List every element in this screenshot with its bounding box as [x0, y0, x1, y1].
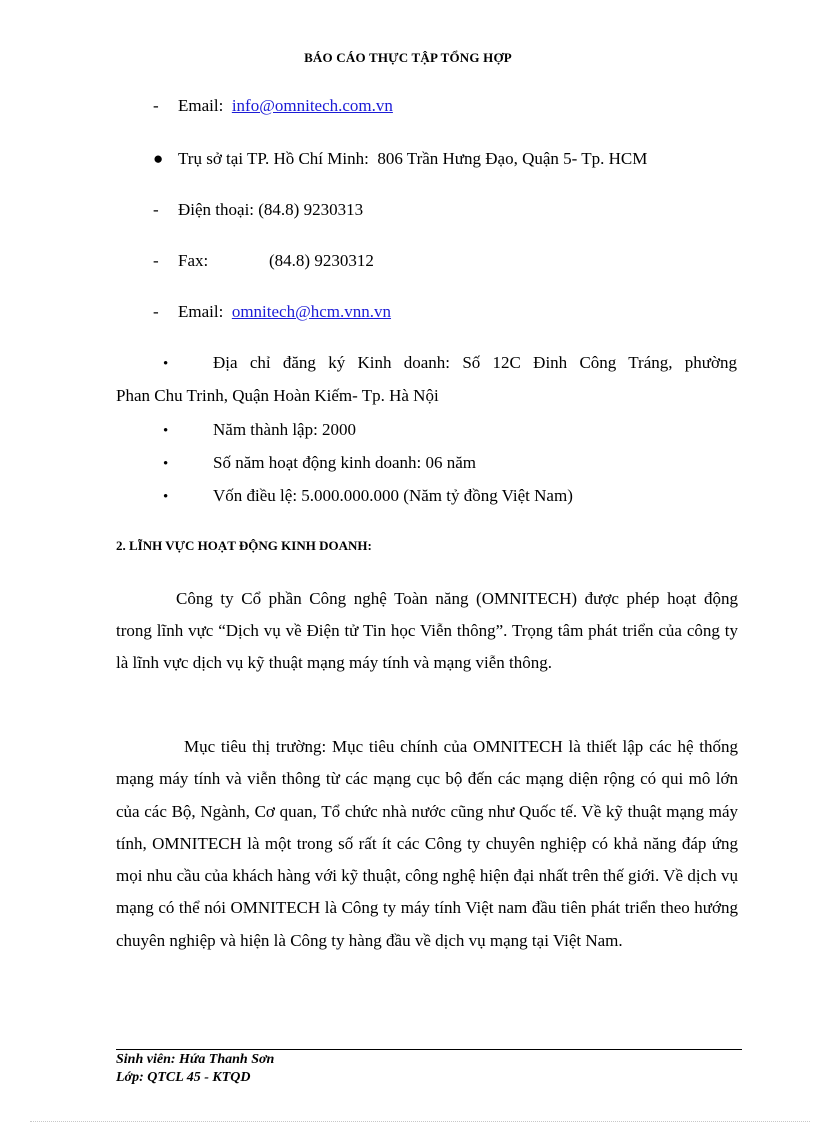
founded-line [163, 420, 356, 440]
fax-line [153, 251, 374, 271]
footer-class: Lớp: QTCL 45 - KTQD [116, 1070, 251, 1085]
capital-line [163, 486, 573, 506]
email-label: Email: [178, 96, 224, 115]
email-line-2 [153, 302, 391, 322]
phone-label: Điện thoại: [178, 200, 255, 219]
email-link-info[interactable]: info@omnitech.com.vn [231, 96, 393, 115]
page-header-title: BÁO CÁO THỰC TẬP TỔNG HỢP [304, 50, 512, 65]
fax-value: (84.8) 9230312 [269, 251, 374, 270]
hcm-office-line [153, 149, 647, 169]
phone-value: (84.8) 9230313 [258, 200, 364, 219]
email-link-hcm[interactable]: omnitech@hcm.vnn.vn [231, 302, 392, 321]
phone-line [153, 200, 363, 220]
capital-text: Vốn điều lệ: 5.000.000.000 (Năm tỷ đồng Việt Nam) [213, 486, 573, 505]
office-label: Trụ sở tại TP. Hồ Chí Minh: [178, 149, 369, 168]
bullet-icon: ● [153, 149, 164, 168]
footer-divider [116, 1049, 742, 1050]
founded-text: Năm thành lập: 2000 [213, 420, 357, 439]
dash-marker: - [153, 96, 159, 115]
years-text: Số năm hoạt động kinh doanh: 06 năm [213, 453, 477, 472]
bullet-icon: • [163, 356, 169, 372]
registration-line [163, 353, 738, 373]
dash-marker: - [153, 251, 159, 270]
bullet-icon: • [163, 456, 169, 472]
dash-marker: - [153, 200, 159, 219]
section-heading: 2. LĨNH VỰC HOẠT ĐỘNG KINH DOANH: [116, 538, 372, 553]
email-line-1 [153, 96, 393, 116]
registration-address-2: Phan Chu Trinh, Quận Hoàn Kiếm- Tp. Hà Nội [116, 386, 439, 405]
bullet-icon: • [163, 423, 169, 439]
office-address: 806 Trần Hưng Đạo, Quận 5- Tp. HCM [377, 149, 648, 168]
fax-label: Fax: [178, 251, 209, 270]
paragraph-market-goal: Mục tiêu thị trường: Mục tiêu chính của OMNITECH là thiết lập các hệ thống mạng máy tính và viễn thông từ các mạng cục bộ đến các mạng diện rộng có qui mô lớn của các Bộ, Ngành, Cơ quan, Tổ chức nhà nước cũng như Quốc tế. Về kỹ thuật mạng máy tính, OMNITECH là một trong số rất ít các Công ty chuyên nghiệp có khả năng đáp ứng mọi nhu cầu của khách hàng với kỹ thuật, công nghệ hiện đại nhất trên thế giới. Về dịch vụ mạng có thể nói OMNITECH là Công ty máy tính Việt nam đầu tiên phát triển theo hướng chuyên nghiệp và hiện là Công ty hàng đầu về dịch vụ mạng tại Việt Nam. [116, 737, 738, 950]
page-bottom-border [30, 1121, 810, 1122]
bullet-icon: • [163, 489, 169, 505]
dash-marker: - [153, 302, 159, 321]
footer-student: Sinh viên: Hứa Thanh Sơn [116, 1052, 275, 1067]
years-line [163, 453, 476, 473]
email-label: Email: [178, 302, 224, 321]
registration-address-1: Địa chỉ đăng ký Kinh doanh: Số 12C Đinh Công Tráng, phường [213, 353, 737, 372]
paragraph-business-field: Công ty Cổ phần Công nghệ Toàn năng (OMNITECH) được phép hoạt động trong lĩnh vực “Dịch vụ về Điện tử Tin học Viễn thông”. Trọng tâm phát triển của công ty là lĩnh vực dịch vụ kỹ thuật mạng máy tính và mạng viễn thông. [116, 589, 738, 672]
